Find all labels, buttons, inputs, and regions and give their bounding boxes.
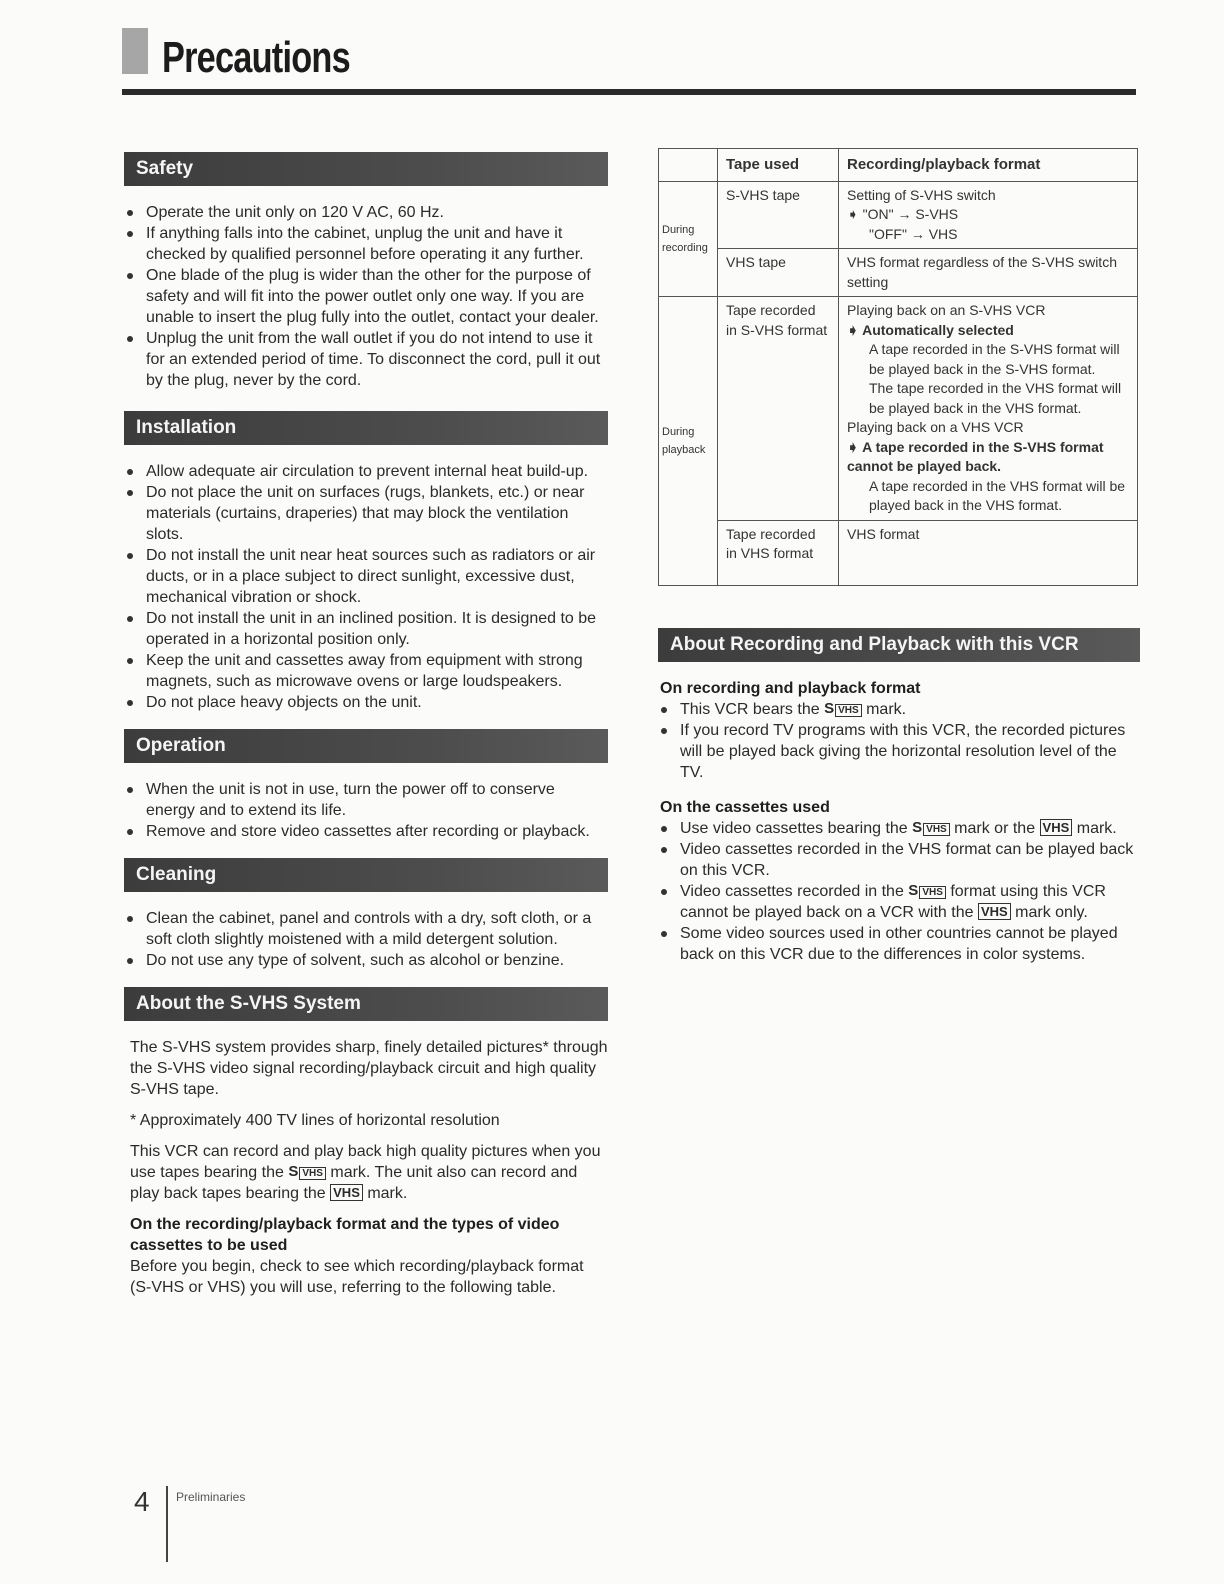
list-item: Clean the cabinet, panel and controls with a dry, soft cloth, or a soft cloth slightly moistened with a mild detergent solution.	[124, 908, 608, 950]
safety-list	[124, 202, 608, 391]
svhs-logo: S VHS	[912, 820, 950, 837]
footer-rule	[166, 1486, 168, 1562]
format-table	[658, 148, 1138, 586]
list-item: Do not install the unit in an inclined position. It is designed to be operated in a horizontal position only.	[124, 608, 608, 650]
list-item: Use video cassettes bearing the S VHS mark or the VHS mark.	[658, 818, 1140, 839]
svhs-system-intro: The S-VHS system provides sharp, finely detailed pictures* through the S-VHS video signal recording/playback circuit and high quality S-VHS tape.	[130, 1039, 608, 1098]
cell-line: Playing back on a VHS VCR	[847, 419, 1024, 435]
vhs-logo: VHS	[330, 1184, 363, 1201]
page-number: 4	[134, 1486, 150, 1517]
svhs-footnote: * Approximately 400 TV lines of horizontal resolution	[130, 1112, 500, 1129]
cell-line: ➧ A tape recorded in the S-VHS format cannot be played back.	[847, 438, 1104, 474]
during-playback-label: During playback	[659, 297, 718, 586]
table-header-format: Recording/playback format	[839, 149, 1138, 182]
svhs-system-para3: Before you begin, check to see which recording/playback format (S-VHS or VHS) you will use, referring to the following table.	[130, 1258, 584, 1296]
list-item: Do not install the unit near heat sources such as radiators or air ducts, or in a place subject to direct sunlight, excessive dust, mechanical vibration or shock.	[124, 545, 608, 608]
list-item: If you record TV programs with this VCR, the recorded pictures will be played back giving the horizontal resolution level of the TV.	[658, 720, 1140, 783]
svhs-system-para2	[130, 1141, 608, 1204]
table-cell	[839, 181, 1138, 249]
cell-line: ➧ "ON" → S-VHS	[847, 206, 959, 222]
list-item: If anything falls into the cabinet, unplug the unit and have it checked by qualified personnel before operating it any further.	[124, 223, 608, 265]
para-text: This VCR can record and play back high quality pictures when you use tapes bearing the	[130, 1143, 601, 1181]
list-item: Operate the unit only on 120 V AC, 60 Hz.	[124, 202, 608, 223]
during-recording-label: During recording	[659, 181, 718, 297]
right-column	[658, 148, 1140, 965]
table-cell: VHS tape	[718, 249, 839, 297]
list-item: Allow adequate air circulation to prevent internal heat build-up.	[124, 461, 608, 482]
table-cell	[839, 297, 1138, 521]
para-text: mark. The unit also can record and play back tapes bearing the	[130, 1164, 578, 1202]
recording-format-list	[658, 699, 1140, 783]
list-item: When the unit is not in use, turn the power off to conserve energy and to extend its life.	[124, 779, 608, 821]
cleaning-list	[124, 908, 608, 971]
cell-line: A tape recorded in the S-VHS format will be played back in the S-VHS format.	[869, 341, 1120, 377]
table-cell: VHS format	[839, 520, 1138, 585]
left-column	[124, 152, 608, 1308]
table-cell: S-VHS tape	[718, 181, 839, 249]
svhs-logo: S VHS	[824, 701, 862, 718]
vhs-logo: VHS	[978, 903, 1011, 920]
list-item: Keep the unit and cassettes away from equipment with strong magnets, such as microwave ovens or large loudspeakers.	[124, 650, 608, 692]
page-title-block	[122, 28, 1140, 86]
cell-line: Setting of S-VHS switch	[847, 186, 996, 203]
list-item: This VCR bears the S VHS mark.	[658, 699, 1140, 720]
cassettes-subhead: On the cassettes used	[660, 798, 830, 816]
cassettes-list	[658, 818, 1140, 965]
list-item: Do not place heavy objects on the unit.	[124, 692, 608, 713]
list-item: Video cassettes recorded in the VHS format can be played back on this VCR.	[658, 839, 1140, 881]
list-item: Do not place the unit on surfaces (rugs, blankets, etc.) or near materials (curtains, draperies) that may block the ventilation slots.	[124, 482, 608, 545]
title-marker	[122, 28, 148, 74]
installation-heading: Installation	[124, 411, 608, 445]
cell-line: A tape recorded in the VHS format will be played back in the VHS format.	[869, 477, 1126, 513]
para-text: mark.	[367, 1185, 408, 1202]
svhs-logo: S VHS	[908, 883, 946, 900]
list-item: Video cassettes recorded in the S VHS format using this VCR cannot be played back on a VCR with the VHS mark only.	[658, 881, 1140, 923]
vhs-logo: VHS	[1040, 819, 1073, 836]
table-cell: Tape recorded in VHS format	[718, 520, 839, 585]
title-rule	[122, 89, 1136, 95]
list-item: Some video sources used in other countries cannot be played back on this VCR due to the differences in color systems.	[658, 923, 1140, 965]
recording-format-subhead: On recording and playback format	[660, 679, 921, 697]
cleaning-heading: Cleaning	[124, 858, 608, 892]
list-item: One blade of the plug is wider than the other for the purpose of safety and will fit into the power outlet only one way. If you are unable to insert the plug fully into the outlet, contact your dealer.	[124, 265, 608, 328]
table-header-tape: Tape used	[718, 149, 839, 182]
operation-list	[124, 779, 608, 842]
cell-line: Playing back on an S-VHS VCR	[847, 302, 1046, 318]
table-cell: VHS format regardless of the S-VHS switch setting	[839, 249, 1138, 297]
installation-list	[124, 461, 608, 713]
table-cell: Tape recorded in S-VHS format	[718, 297, 839, 521]
table-corner	[659, 149, 718, 182]
cell-line: ➧ Automatically selected	[847, 321, 1014, 338]
page-title: Precautions	[162, 33, 350, 82]
list-item: Do not use any type of solvent, such as alcohol or benzine.	[124, 950, 608, 971]
list-item: Remove and store video cassettes after recording or playback.	[124, 821, 608, 842]
svhs-logo: S VHS	[288, 1164, 326, 1181]
list-item: Unplug the unit from the wall outlet if you do not intend to use it for an extended period of time. To disconnect the cord, pull it out by the plug, never by the cord.	[124, 328, 608, 391]
cell-line: "OFF" → VHS	[869, 225, 958, 242]
operation-heading: Operation	[124, 729, 608, 763]
footer-section-label: Preliminaries	[176, 1490, 246, 1504]
cell-line: The tape recorded in the VHS format will be played back in the VHS format.	[869, 380, 1122, 416]
format-types-subhead: On the recording/playback format and the types of video cassettes to be used	[130, 1216, 560, 1254]
svhs-system-heading: About the S-VHS System	[124, 987, 608, 1021]
recording-playback-heading: About Recording and Playback with this VCR	[658, 628, 1140, 662]
safety-heading: Safety	[124, 152, 608, 186]
